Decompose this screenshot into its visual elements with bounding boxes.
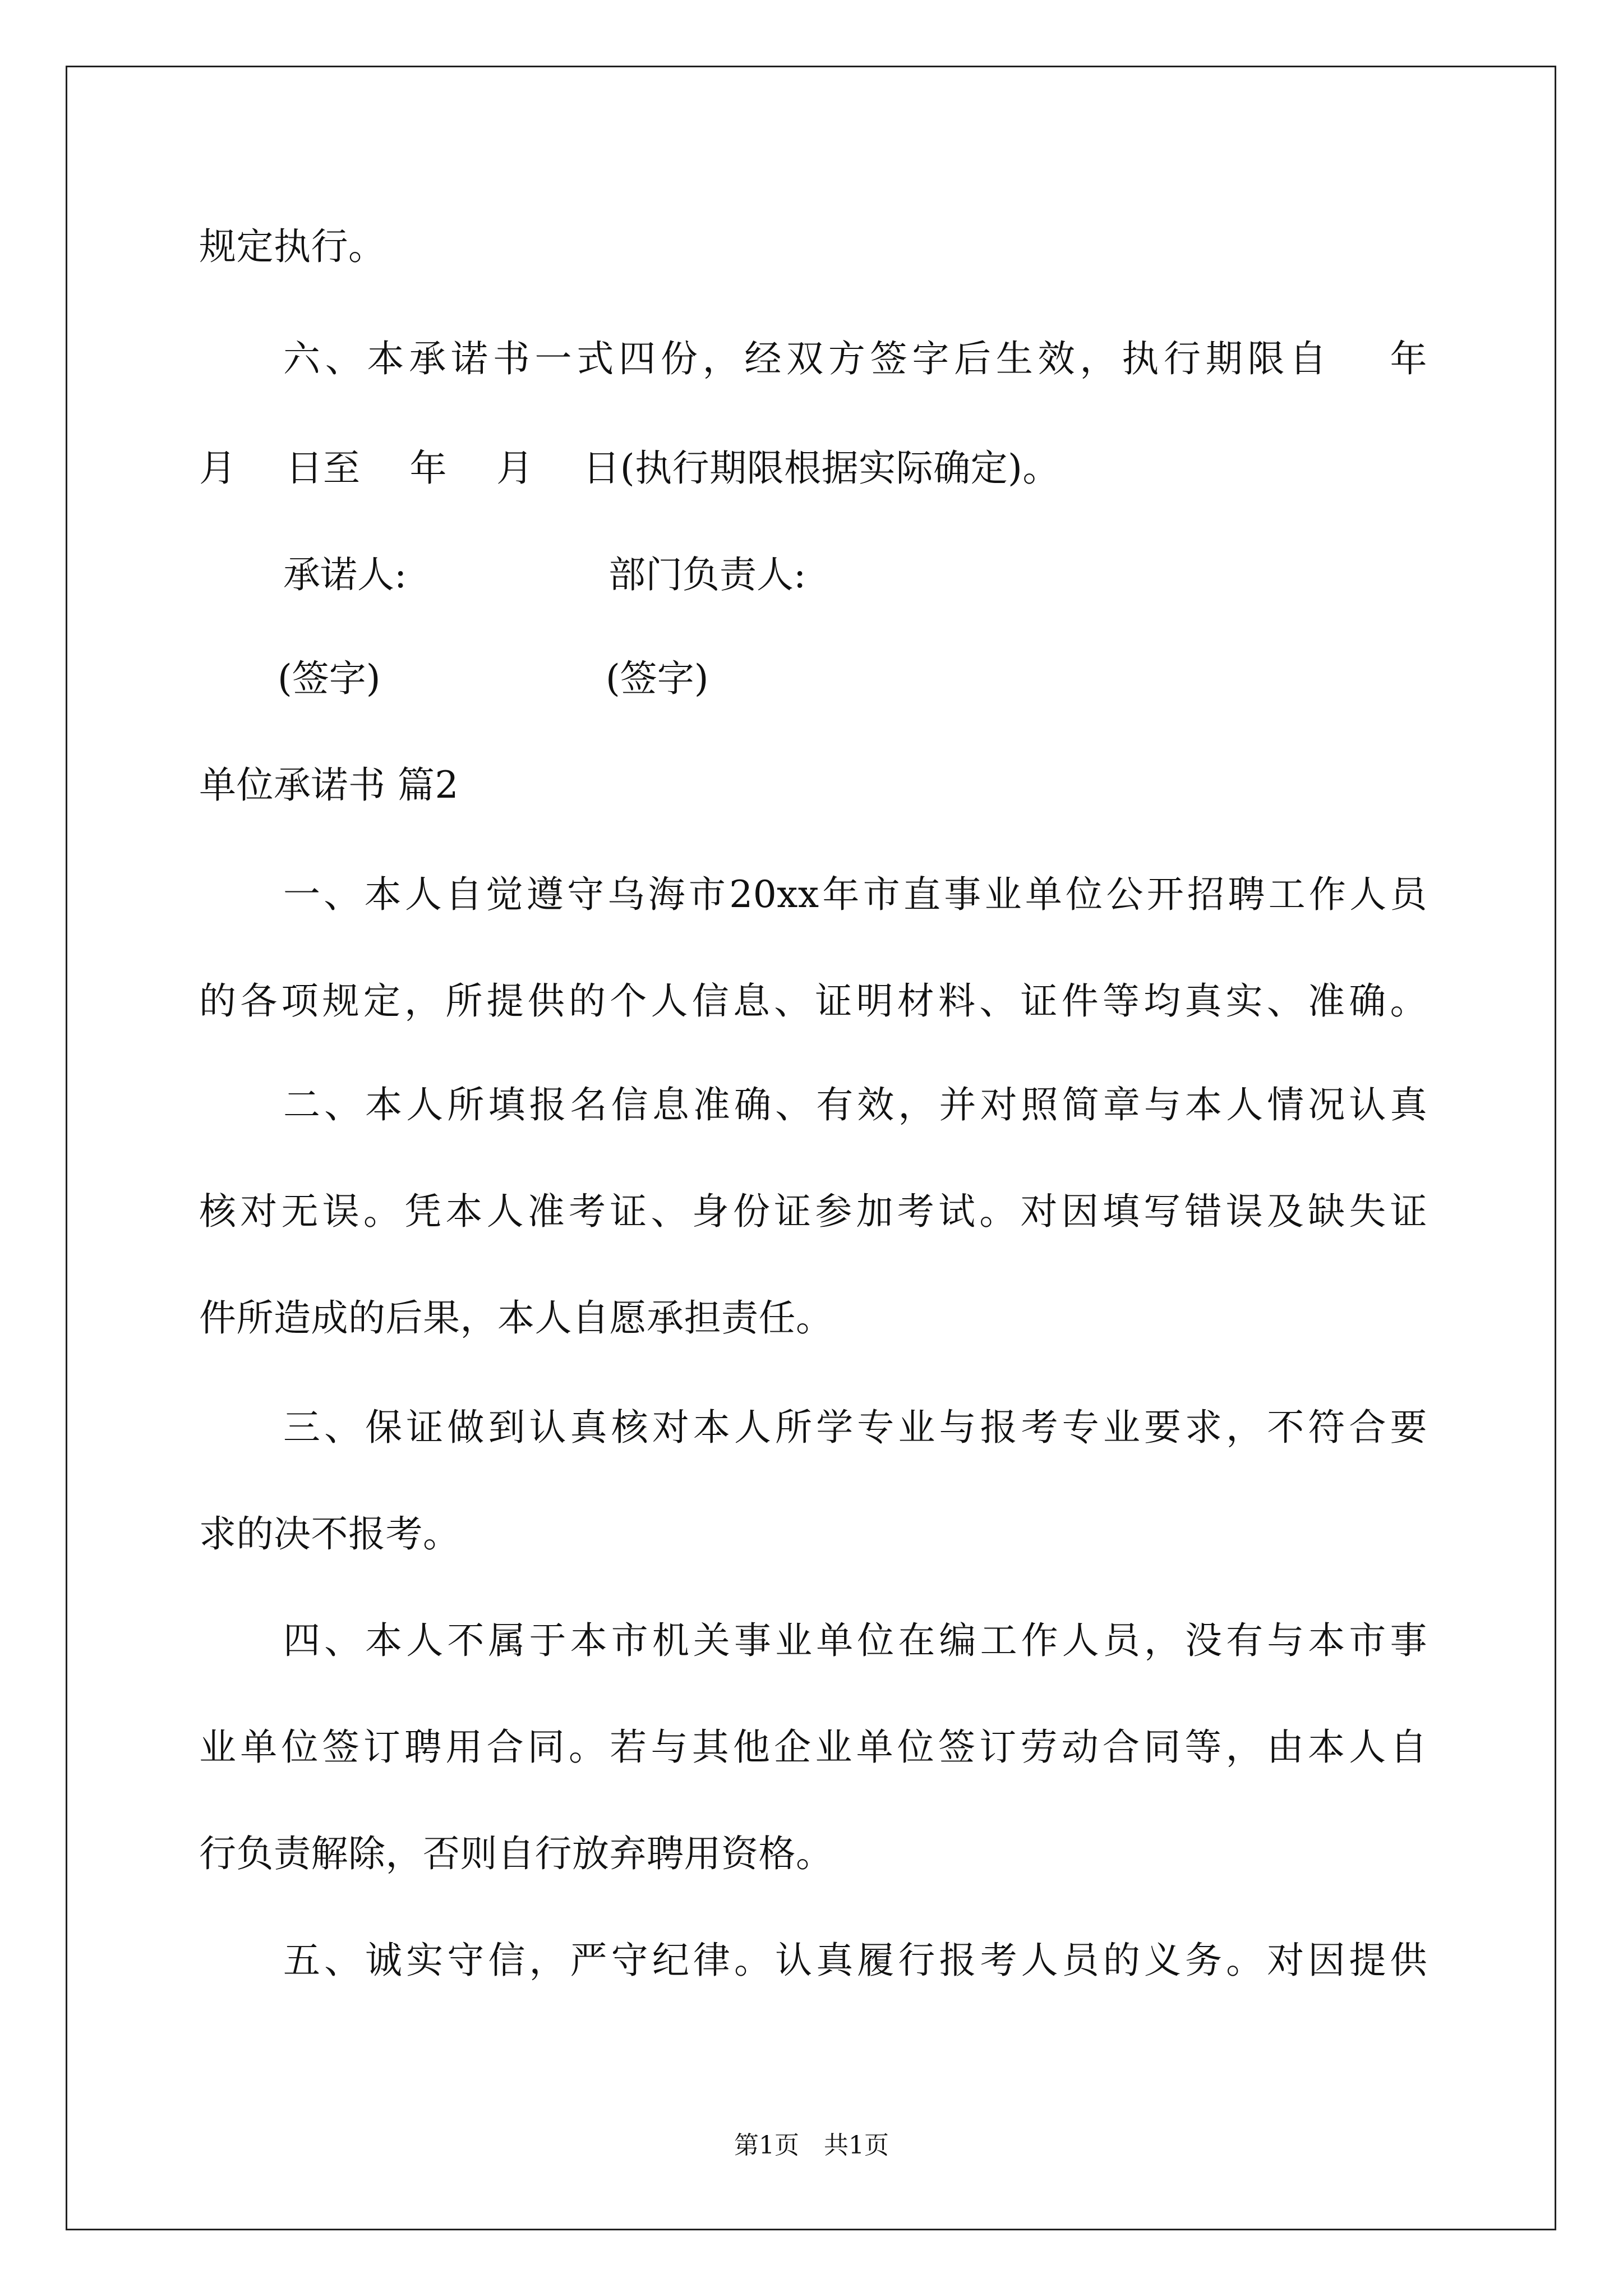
text-line: 的各项规定，所提供的个人信息、证明材料、证件等均真实、准确。: [199, 979, 1427, 1023]
dept-head-signature: (签字): [606, 657, 709, 700]
text-line: 业单位签订聘用合同。若与其他企业单位签订劳动合同等，由本人自: [199, 1726, 1427, 1769]
text-line: 月 日至 年 月 日(执行期限根据实际确定)。: [199, 447, 1060, 490]
text-line: 件所造成的后果，本人自愿承担责任。: [199, 1296, 833, 1340]
section-heading: 单位承诺书 篇2: [199, 763, 459, 807]
text-line: 五、诚实守信，严守纪律。认真履行报考人员的义务。对因提供: [283, 1939, 1427, 1982]
page-border: [66, 66, 1556, 2230]
dept-head-label: 部门负责人:: [608, 553, 806, 596]
text-line: 二、本人所填报名信息准确、有效，并对照简章与本人情况认真: [283, 1083, 1427, 1126]
text-line: 行负责解除，否则自行放弃聘用资格。: [199, 1832, 833, 1875]
promisor-signature: (签字): [278, 657, 381, 700]
text-line: 三、保证做到认真核对本人所学专业与报考专业要求，不符合要: [283, 1406, 1427, 1449]
text-line: 求的决不报考。: [199, 1512, 460, 1556]
page-footer: 第1页 共1页: [734, 2131, 889, 2160]
text-line: 六、本承诺书一式四份，经双方签字后生效，执行期限自 年: [283, 337, 1427, 380]
text-line: 规定执行。: [199, 225, 386, 268]
text-line: 四、本人不属于本市机关事业单位在编工作人员，没有与本市事: [283, 1619, 1427, 1662]
text-line: 核对无误。凭本人准考证、身份证参加考试。对因填写错误及缺失证: [199, 1190, 1427, 1233]
promisor-label: 承诺人:: [283, 553, 407, 596]
text-line: 一、本人自觉遵守乌海市20xx年市直事业单位公开招聘工作人员: [283, 873, 1427, 916]
